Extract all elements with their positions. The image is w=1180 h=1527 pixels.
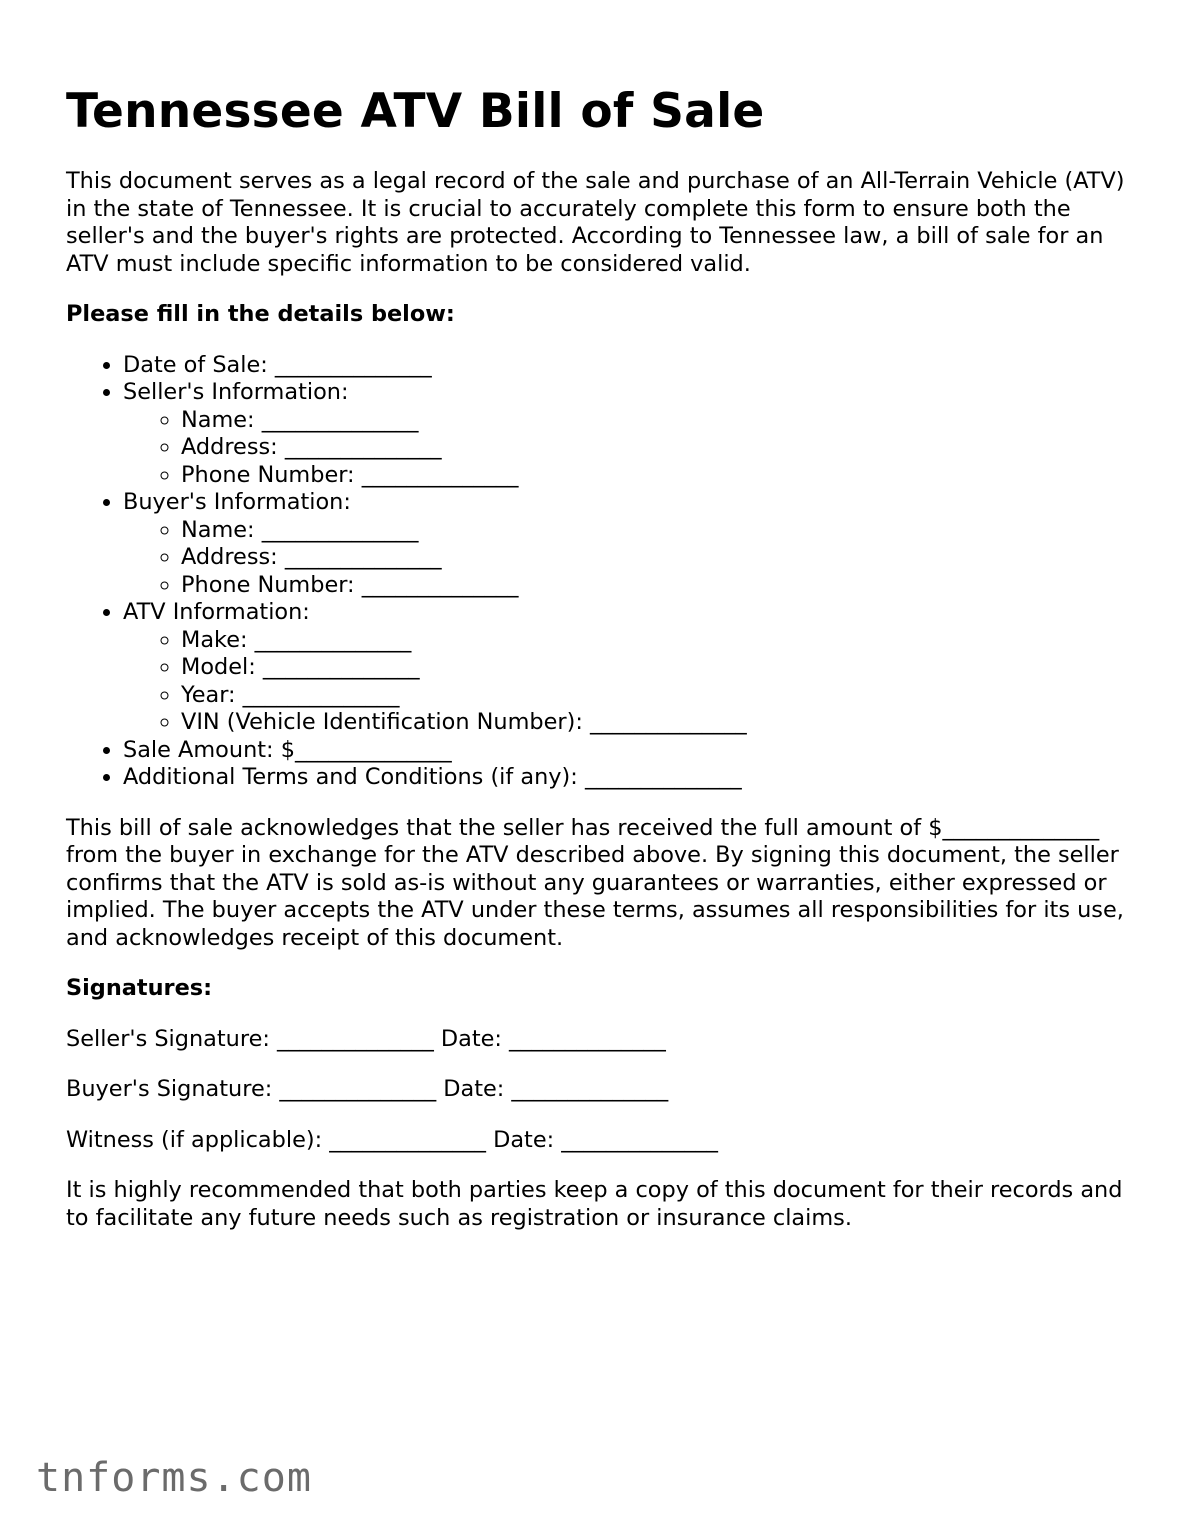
details-list bbox=[66, 352, 1126, 792]
seller-info-heading: Seller's Information: bbox=[123, 379, 349, 405]
buyer-info-item bbox=[123, 489, 1126, 599]
signatures-heading: Signatures: bbox=[66, 975, 213, 1001]
intro-paragraph: This document serves as a legal record of the sale and purchase of an All-Terrain Vehicle (ATV) in the state of Tennessee. It is crucial to accurately complete this form to ensure both the seller's and the buyer's rights are protected. According to Tennessee law, a bill of sale for an ATV must include specific information to be considered valid. bbox=[66, 168, 1125, 277]
atv-make-field: ◦ Make: ______________ bbox=[181, 627, 1126, 655]
atv-vin-field: ◦ VIN (Vehicle Identification Number): ______________ bbox=[181, 709, 1126, 737]
atv-year-field: ◦ Year: ______________ bbox=[181, 682, 1126, 710]
buyer-phone-field: ◦ Phone Number: ______________ bbox=[181, 572, 1126, 600]
seller-info-item bbox=[123, 379, 1126, 489]
buyer-info-heading: Buyer's Information: bbox=[123, 489, 351, 515]
sale-amount-field: • Sale Amount: $______________ bbox=[123, 737, 1126, 765]
date-of-sale-field: • Date of Sale: ______________ bbox=[123, 352, 1126, 380]
document-page bbox=[66, 82, 1126, 1232]
seller-info-list bbox=[123, 407, 1126, 490]
atv-model-field: ◦ Model: ______________ bbox=[181, 654, 1126, 682]
buyer-signature-line: Buyer's Signature: ______________ Date: ______________ bbox=[66, 1076, 669, 1102]
acknowledgment-paragraph: This bill of sale acknowledges that the seller has received the full amount of $______________ from the buyer in exchange for the ATV described above. By signing this document, the seller confirms that the ATV is sold as-is without any guarantees or warranties, either expressed or implied. The buyer accepts the ATV under these terms, assumes all responsibilities for its use, and acknowledges receipt of this document. bbox=[66, 814, 1124, 951]
seller-address-field: ◦ Address: ______________ bbox=[181, 434, 1126, 462]
atv-info-item bbox=[123, 599, 1126, 737]
document-title: Tennessee ATV Bill of Sale bbox=[66, 84, 765, 139]
details-heading: Please fill in the details below: bbox=[66, 301, 455, 327]
atv-info-list bbox=[123, 627, 1126, 737]
atv-info-heading: ATV Information: bbox=[123, 599, 310, 625]
buyer-address-field: ◦ Address: ______________ bbox=[181, 544, 1126, 572]
site-watermark: tnforms.com bbox=[36, 1455, 312, 1501]
closing-paragraph: It is highly recommended that both parties keep a copy of this document for their records and to facilitate any future needs such as registration or insurance claims. bbox=[66, 1177, 1123, 1231]
seller-phone-field: ◦ Phone Number: ______________ bbox=[181, 462, 1126, 490]
buyer-name-field: ◦ Name: ______________ bbox=[181, 517, 1126, 545]
seller-name-field: ◦ Name: ______________ bbox=[181, 407, 1126, 435]
witness-signature-line: Witness (if applicable): ______________ Date: ______________ bbox=[66, 1126, 719, 1153]
seller-signature-line: Seller's Signature: ______________ Date: ______________ bbox=[66, 1025, 666, 1052]
additional-terms-field: • Additional Terms and Conditions (if any): ______________ bbox=[123, 764, 1126, 792]
buyer-info-list bbox=[123, 517, 1126, 600]
